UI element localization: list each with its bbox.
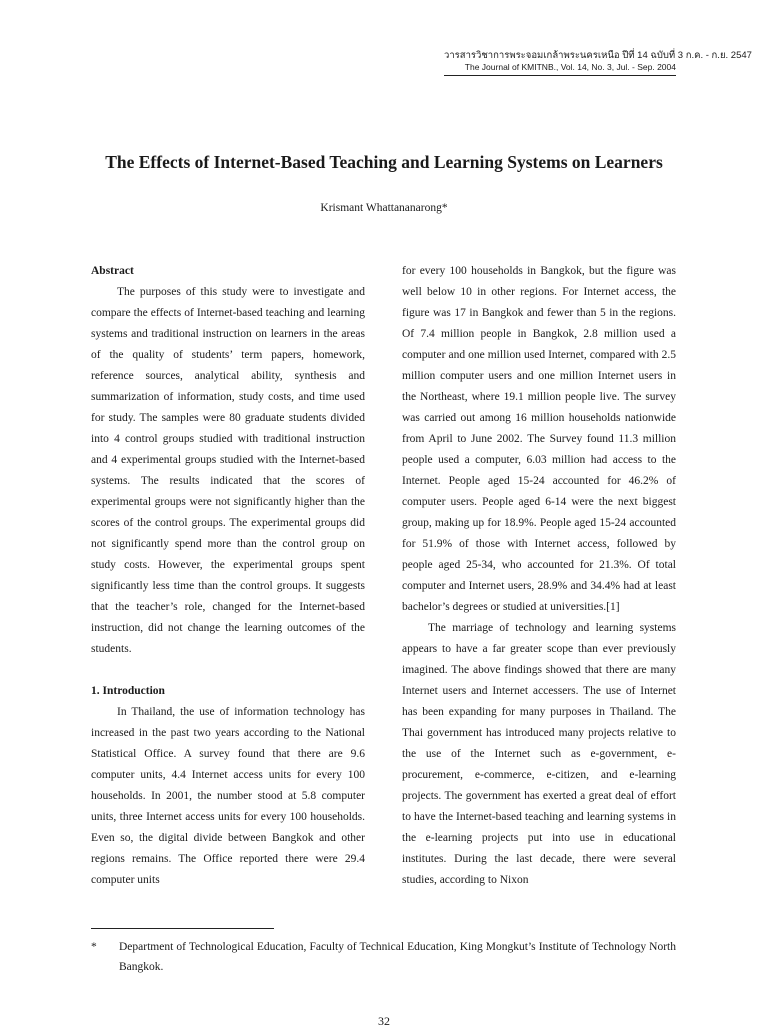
paper-title: The Effects of Internet-Based Teaching and Learning Systems on Learners [105, 152, 663, 172]
introduction-heading: 1. Introduction [91, 685, 165, 697]
introduction-paragraph: In Thailand, the use of information technology has increased in the past two years according to the National Statistical Office. A survey found that there are 9.6 computer units, 4.4 Internet access units for every 100 households. In 2001, the number stood at 5.8 computer units, three Internet access units for every 100 households. Even so, the digital divide between Bangkok and other regions remains. The Office reported there were 29.4 computer units [91, 706, 365, 886]
journal-thai-citation: วารสารวิชาการพระจอมเกล้าพระนครเหนือ ปีที่ 14 ฉบับที่ 3 ก.ค. - ก.ย. 2547 [444, 50, 752, 61]
right-column [402, 261, 676, 891]
footnote-divider [91, 928, 274, 929]
introduction-paragraph-continued: for every 100 households in Bangkok, but the figure was well below 10 in other regions. For Internet access, the figure was 17 in Bangkok and fewer than 5 in the regions. Of 7.4 million people in Bangkok, 2.8 million used a computer and one million used Internet, compared with 2.5 million computer users and one million Internet users in the Northeast, where 19.1 million people live. The survey was carried out among 16 million households nationwide from April to June 2002. The Survey found 11.3 million people used a computer, 6.03 million had access to the Internet. People aged 15-24 accounted for 46.2% of computer users. People aged 6-14 were the next biggest group, making up for 18.9%. People aged 15-24 accounted for 51.9% of those with Internet access, followed by people aged 25-34, who accounted for 21.3%. Of total computer and Internet users, 28.9% and 34.4% had at least bachelor’s degrees or studied at universities.[1] [402, 265, 676, 613]
left-column [91, 261, 365, 891]
footnote-marker: * [91, 941, 97, 953]
footnote-text: Department of Technological Education, Faculty of Technical Education, King Mongkut’s Institute of Technology North Bangkok. [119, 941, 676, 973]
page-number: 32 [378, 1014, 390, 1028]
journal-english-citation: The Journal of KMITNB., Vol. 14, No. 3, Jul. - Sep. 2004 [464, 62, 676, 72]
abstract-heading: Abstract [91, 265, 134, 277]
introduction-paragraph-second: The marriage of technology and learning systems appears to have a far greater scope than ever previously imagined. The above findings showed that there are many Internet users and Internet accessers. The use of Internet has been expanding for many purposes in Thailand. The Thai government has introduced many projects relative to the use of the Internet such as e-government, e-procurement, e-commerce, e-citizen, and e-learning projects. The government has exerted a great deal of effort to have the Internet-based teaching and learning systems in the e-learning projects put into use in educational institutes. During the last decade, there were several studies, according to Nixon [402, 622, 676, 886]
journal-header [444, 50, 752, 76]
abstract-text: The purposes of this study were to investigate and compare the effects of Internet-based teaching and learning systems and traditional instruction on learners in the areas of the quality of students’ term papers, homework, reference sources, analytical ability, synthesis and summarization of information, study costs, and time used for study. The samples were 80 graduate students divided into 4 control groups studied with traditional instruction and 4 experimental groups studied with the Internet-based systems. The results indicated that the scores of experimental groups were not significantly higher than the scores of the control groups. The experimental groups did not significantly spend more than the control group on study costs. However, the experimental groups spent significantly less time than the control groups. It suggests that the teacher’s role, changed for the Internet-based instruction, did not change the learning outcomes of the students. [91, 286, 365, 655]
author-name: Krismant Whattananarong* [320, 202, 448, 214]
footnote [91, 937, 676, 977]
